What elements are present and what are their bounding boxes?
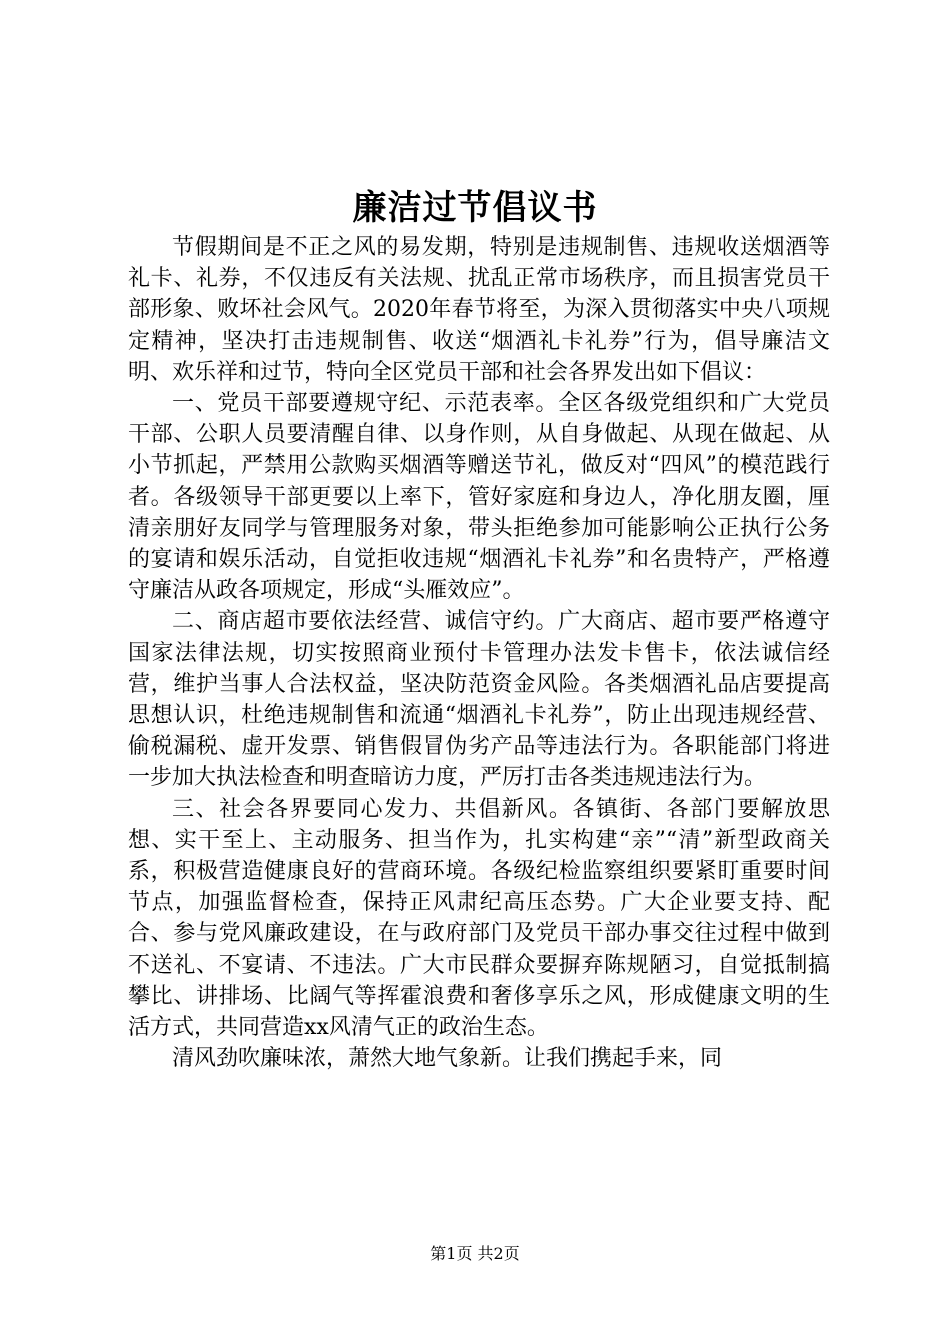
paragraph-section-1: 一、党员干部要遵规守纪、示范表率。全区各级党组织和广大党员干部、公职人员要清醒自律、以身作则，从自身做起、从现在做起、从小节抓起，严禁用公款购买烟酒等赠送节礼，做反对“四风”的模范践行者。各级领导干部更要以上率下，管好家庭和身边人，净化朋友圈，厘清亲朋好友同学与管理服务对象，带头拒绝参加可能影响公正执行公务的宴请和娱乐活动，自觉拒收违规“烟酒礼卡礼券”和名贵特产，严格遵守廉洁从政各项规定，形成“头雁效应”。 [128,391,830,604]
paragraph-intro: 节假期间是不正之风的易发期，特别是违规制售、违规收送烟酒等礼卡、礼券，不仅违反有关法规、扰乱正常市场秩序，而且损害党员干部形象、败坏社会风气。2020年春节将至，为深入贯彻落实中央八项规定精神，坚决打击违规制售、收送“烟酒礼卡礼券”行为，倡导廉洁文明、欢乐祥和过节，特向全区党员干部和社会各界发出如下倡议： [128,235,830,385]
paragraph-closing: 清风劲吹廉味浓，萧然大地气象新。让我们携起手来，同 [172,1046,723,1072]
document-title: 廉洁过节倡议书 [352,188,598,228]
page-number-footer: 第1页 共2页 [430,1244,520,1263]
paragraph-section-2: 二、商店超市要依法经营、诚信守约。广大商店、超市要严格遵守国家法律法规，切实按照商业预付卡管理办法发卡售卡，依法诚信经营，维护当事人合法权益，坚决防范资金风险。各类烟酒礼品店要提高思想认识，杜绝违规制售和流通“烟酒礼卡礼券”，防止出现违规经营、偷税漏税、虚开发票、销售假冒伪劣产品等违法行为。各职能部门将进一步加大执法检查和明查暗访力度，严厉打击各类违规违法行为。 [128,609,830,791]
paragraph-section-3: 三、社会各界要同心发力、共倡新风。各镇街、各部门要解放思想、实干至上、主动服务、担当作为，扎实构建“亲”“清”新型政商关系，积极营造健康良好的营商环境。各级纪检监察组织要紧盯重要时间节点，加强监督检查，保持正风肃纪高压态势。广大企业要支持、配合、参与党风廉政建设，在与政府部门及党员干部办事交往过程中做到不送礼、不宴请、不违法。广大市民群众要摒弃陈规陋习，自觉抵制搞攀比、讲排场、比阔气等挥霍浪费和奢侈享乐之风，形成健康文明的生活方式，共同营造xx风清气正的政治生态。 [128,796,830,1041]
document-body [128,232,830,1074]
